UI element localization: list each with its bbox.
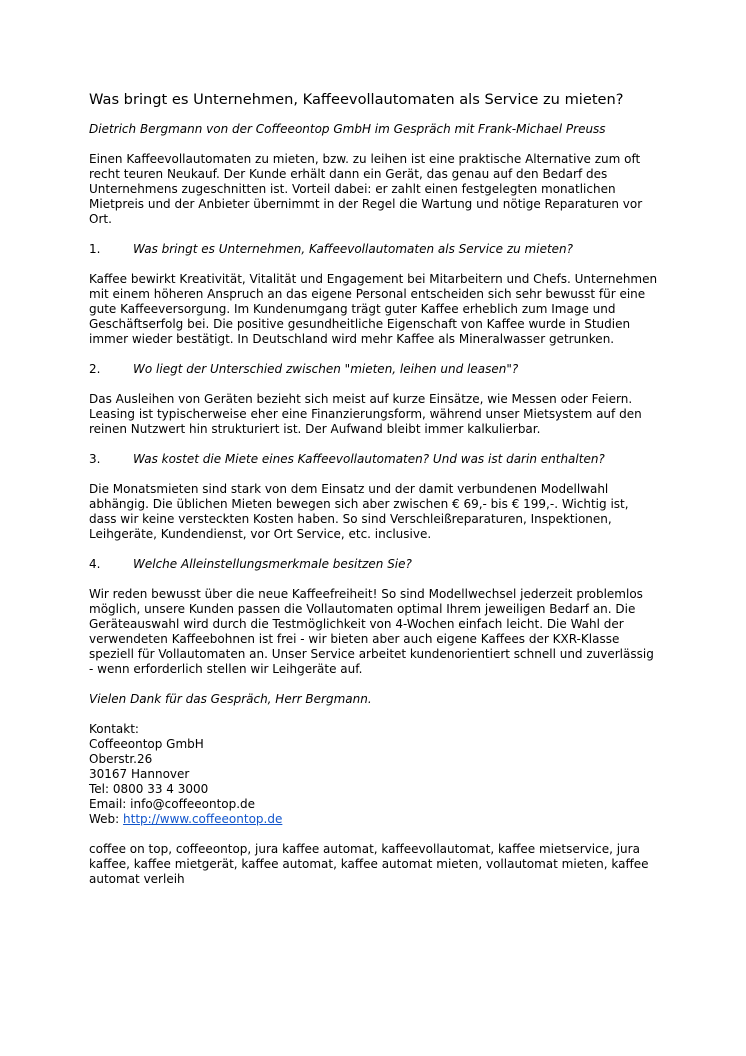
website-link[interactable]: http://www.coffeeontop.de [123, 812, 283, 826]
question-number: 4. [89, 557, 101, 571]
contact-web [89, 812, 706, 827]
answer-2: Das Ausleihen von Geräten bezieht sich meist auf kurze Einsätze, wie Messen oder Feiern. Leasing ist typischerweise eher eine Finanzierungsform, während unser Mietsystem auf den reinen Nutzwert hin strukturiert ist. Der Aufwand bleibt immer kalkulierbar. [89, 392, 642, 436]
contact-email: Email: info@coffeeontop.de [89, 797, 256, 811]
question-4 [89, 557, 706, 572]
question-2 [89, 362, 706, 377]
contact-phone: Tel: 0800 33 4 3000 [89, 782, 209, 796]
subtitle: Dietrich Bergmann von der Coffeeontop GmbH im Gespräch mit Frank-Michael Preuss [89, 122, 606, 136]
contact-block [89, 722, 706, 827]
question-number: 1. [89, 242, 101, 256]
question-text: Was bringt es Unternehmen, Kaffeevollautomaten als Service zu mieten? [133, 242, 574, 256]
closing-thanks: Vielen Dank für das Gespräch, Herr Bergmann. [89, 692, 372, 706]
question-number: 3. [89, 452, 101, 466]
answer-1: Kaffee bewirkt Kreativität, Vitalität und Engagement bei Mitarbeitern und Chefs. Unternehmen mit einem höheren Anspruch an das eigene Personal entscheiden sich sehr bewusst für eine gute Kaffeeversorgung. Im Kundenumgang trägt guter Kaffee erheblich zum Image und Geschäftserfolg bei. Die positive gesundheitliche Eigenschaft von Kaffee wurde in Studien immer wieder bestätigt. In Deutschland wird mehr Kaffee als Mineralwasser getrunken. [89, 272, 658, 346]
question-text: Welche Alleinstellungsmerkmale besitzen Sie? [133, 557, 412, 571]
answer-3: Die Monatsmieten sind stark von dem Einsatz und der damit verbundenen Modellwahl abhängig. Die üblichen Mieten bewegen sich aber zwischen € 69,- bis € 199,-. Wichtig ist, dass wir keine versteckten Kosten haben. So sind Verschleißreparaturen, Inspektionen, Leihgeräte, Kundendienst, vor Ort Service, etc. inclusive. [89, 482, 629, 541]
contact-company: Coffeeontop GmbH [89, 737, 204, 751]
question-number: 2. [89, 362, 101, 376]
question-text: Wo liegt der Unterschied zwischen "mieten, leihen und leasen"? [133, 362, 519, 376]
contact-street: Oberstr.26 [89, 752, 153, 766]
question-3 [89, 452, 706, 467]
web-label: Web: [89, 812, 124, 826]
intro-paragraph: Einen Kaffeevollautomaten zu mieten, bzw. zu leihen ist eine praktische Alternative zum oft recht teuren Neukauf. Der Kunde erhält dann ein Gerät, das genau auf den Bedarf des Unternehmens zugeschnitten ist. Vorteil dabei: er zahlt einen festgelegten monatlichen Mietpreis und der Anbieter übernimmt in der Regel die Wartung und nötige Reparaturen vor Ort. [89, 152, 643, 226]
contact-heading: Kontakt: [89, 722, 139, 736]
contact-city: 30167 Hannover [89, 767, 190, 781]
answer-4: Wir reden bewusst über die neue Kaffeefreiheit! So sind Modellwechsel jederzeit problemlos möglich, unsere Kunden passen die Vollautomaten optimal Ihrem jeweiligen Bedarf an. Die Geräteauswahl wird durch die Testmöglichkeit von 4-Wochen einfach leicht. Die Wahl der verwendeten Kaffeebohnen ist frei - wir bieten aber auch eigene Kaffees der KXR-Klasse speziell für Vollautomaten an. Unser Service arbeitet kundenorientiert schnell und zuverlässig - wenn erforderlich stellen wir Leihgeräte auf. [89, 587, 654, 676]
question-1 [89, 242, 706, 257]
page-title: Was bringt es Unternehmen, Kaffeevollautomaten als Service zu mieten? [89, 91, 624, 108]
keywords-paragraph: coffee on top, coffeeontop, jura kaffee automat, kaffeevollautomat, kaffee mietservice, jura kaffee, kaffee mietgerät, kaffee automat, kaffee automat mieten, vollautomat mieten, kaffee automat verleih [89, 842, 649, 886]
question-text: Was kostet die Miete eines Kaffeevollautomaten? Und was ist darin enthalten? [133, 452, 605, 466]
